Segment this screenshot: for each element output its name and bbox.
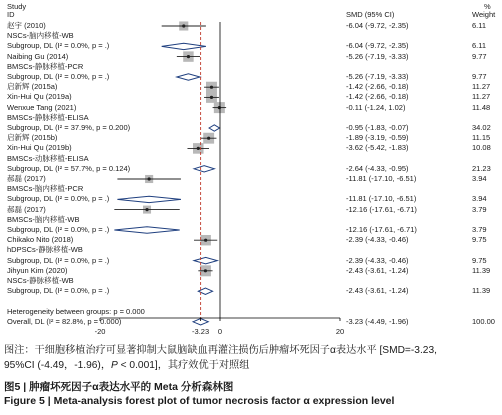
study-point (148, 177, 151, 180)
row-label-study: 郝磊 (2017) (7, 174, 46, 183)
row-label-study: 赵宇 (2010) (7, 21, 46, 30)
subgroup-diamond (209, 125, 220, 131)
figure-title-cn: 图5 | 肿瘤坏死因子α表达水平的 Meta 分析森林图 (4, 381, 234, 393)
caption-ci: 95%CI (-4.49，-1.96)， (4, 360, 112, 371)
row-smd-text: -6.04 (-9.72, -2.35) (346, 21, 409, 30)
row-smd-text: -6.04 (-9.72, -2.35) (346, 41, 409, 51)
row-smd-text: -2.39 (-4.33, -0.46) (346, 255, 409, 265)
row-weight-text: 9.77 (472, 51, 487, 61)
row-smd-text: -11.81 (-17.10, -6.51) (346, 194, 417, 204)
row-weight-text: 100.00 (472, 316, 495, 326)
study-point (182, 24, 185, 27)
study-point (210, 86, 213, 89)
row-label-group: BMSCs-脑内移植-WB (7, 214, 80, 224)
row-label-group: hDPSCs-静脉移植-WB (7, 245, 83, 255)
row-smd-text: -0.11 (-1.24, 1.02) (346, 102, 406, 112)
row-weight-text: 11.39 (472, 265, 491, 275)
row-label-group: BMSCs-静脉移植-ELISA (7, 112, 89, 122)
row-weight-text: 11.39 (472, 286, 491, 296)
row-weight-text: 3.79 (472, 204, 487, 214)
row-label-subtotal: Subgroup, DL (I² = 0.0%, p = .) (7, 255, 110, 265)
header-study: Study (7, 2, 27, 11)
x-tick-label: 20 (335, 327, 345, 336)
row-smd-text: -1.42 (-2.66, -0.18) (346, 82, 409, 92)
subgroup-diamond (117, 196, 181, 202)
study-point (187, 55, 190, 58)
subgroup-diamond (177, 74, 200, 80)
row-weight-text: 11.27 (472, 92, 491, 102)
row-label-study: 启新辉 (2015a) (7, 82, 58, 92)
figure-title-en: Figure 5 | Meta-analysis forest plot of tumor necrosis factor α expression level (4, 395, 395, 407)
row-label-study: Chikako Nito (2018) (7, 235, 74, 245)
row-smd-text: -2.64 (-4.33, -0.95) (346, 163, 409, 173)
row-smd-text: -12.16 (-17.61, -6.71) (346, 204, 417, 214)
header-id: ID (7, 10, 15, 19)
row-weight-text: 10.08 (472, 143, 491, 153)
header-weight-pct: % (484, 2, 491, 11)
row-label-study: Jihyun Kim (2020) (7, 265, 68, 275)
row-smd-text: -0.95 (-1.83, -0.07) (346, 123, 409, 132)
row-smd-text: -2.43 (-3.61, -1.24) (346, 265, 409, 275)
row-label-subtotal: Subgroup, DL (I² = 0.0%, p = .) (7, 41, 110, 51)
x-tick-label: -20 (94, 327, 106, 336)
row-weight-text: 9.75 (472, 255, 487, 265)
row-smd-text: -3.62 (-5.42, -1.83) (346, 143, 409, 153)
row-smd-text: -11.81 (-17.10, -6.51) (346, 174, 417, 183)
row-weight-text: 11.15 (472, 133, 491, 143)
row-weight-text: 3.94 (472, 174, 487, 183)
row-weight-text: 11.48 (472, 102, 491, 112)
x-tick-label: 0 (217, 327, 223, 336)
row-smd-text: -5.26 (-7.19, -3.33) (346, 51, 409, 61)
study-point (207, 137, 210, 140)
row-label-subtotal: Subgroup, DL (I² = 0.0%, p = .) (7, 225, 110, 234)
row-label-subtotal: Subgroup, DL (I² = 0.0%, p = .) (7, 194, 110, 204)
row-label-study: 郝磊 (2017) (7, 204, 46, 214)
subgroup-diamond (194, 166, 214, 172)
study-point (197, 147, 200, 150)
row-label-group: BMSCs-静脉移植-PCR (7, 61, 84, 71)
row-label-subtotal: Subgroup, DL (I² = 37.9%, p = 0.200) (7, 123, 131, 132)
row-weight-text: 34.02 (472, 123, 491, 132)
row-label-study: 启新辉 (2015b) (7, 133, 58, 143)
row-label-study: Xin-Hui Qu (2019b) (7, 143, 72, 153)
row-weight-text: 6.11 (472, 41, 487, 51)
row-label-subtotal: Subgroup, DL (I² = 0.0%, p = .) (7, 72, 110, 81)
row-smd-text: -1.89 (-3.19, -0.59) (346, 133, 409, 143)
row-weight-text: 9.75 (472, 235, 487, 245)
row-smd-text: -2.39 (-4.33, -0.46) (346, 235, 409, 245)
caption-p-value: < 0.001]，其疗效优于对照组 (117, 360, 250, 371)
study-point (218, 106, 221, 109)
row-label-study: Naibing Gu (2014) (7, 51, 69, 61)
row-label-study: Wenxue Tang (2021) (7, 102, 77, 112)
row-label-group: BMSCs-动脉移植-ELISA (7, 153, 89, 163)
row-weight-text: 3.79 (472, 225, 487, 234)
study-point (204, 239, 207, 242)
row-smd-text: -1.42 (-2.66, -0.18) (346, 92, 409, 102)
caption-line-2 (4, 358, 498, 373)
row-label-group: NSCs-静脉移植-WB (7, 276, 74, 285)
row-weight-text: 6.11 (472, 21, 487, 30)
study-point (210, 96, 213, 99)
row-weight-text: 11.27 (472, 82, 491, 92)
row-label-overall: Overall, DL (I² = 82.8%, p = 0.000) (7, 316, 122, 326)
row-weight-text: 3.94 (472, 194, 487, 204)
row-smd-text: -2.43 (-3.61, -1.24) (346, 286, 409, 296)
subgroup-diamond (114, 227, 179, 233)
row-smd-text: -3.23 (-4.49, -1.96) (346, 316, 409, 326)
row-label-study: Xin-Hui Qu (2019a) (7, 92, 72, 102)
row-label-subtotal: Subgroup, DL (I² = 57.7%, p = 0.124) (7, 163, 131, 173)
row-label-subtotal: Subgroup, DL (I² = 0.0%, p = .) (7, 286, 110, 296)
x-tick-label: -3.23 (192, 327, 210, 336)
row-weight-text: 21.23 (472, 163, 491, 173)
subgroup-diamond (162, 43, 206, 49)
row-label-group: BMSCs-脑内移植-PCR (7, 184, 84, 194)
study-point (145, 208, 148, 211)
header-weight: Weight (472, 10, 496, 19)
row-smd-text: -12.16 (-17.61, -6.71) (346, 225, 417, 234)
study-point (204, 269, 207, 272)
figure-caption (4, 343, 498, 373)
row-label-note: Heterogeneity between groups: p = 0.000 (7, 306, 145, 316)
header-smd: SMD (95% CI) (346, 10, 395, 19)
row-weight-text: 9.77 (472, 72, 487, 81)
row-label-group: NSCs-脑内移植-WB (7, 31, 74, 41)
caption-line-1: 图注：干细胞移植治疗可显著抑制大鼠脑缺血再灌注损伤后肿瘤坏死因子α表达水平 [SMD=-3.23, (4, 345, 437, 356)
row-smd-text: -5.26 (-7.19, -3.33) (346, 72, 409, 81)
caption-p-symbol: P (111, 360, 118, 371)
subgroup-diamond (194, 257, 217, 263)
